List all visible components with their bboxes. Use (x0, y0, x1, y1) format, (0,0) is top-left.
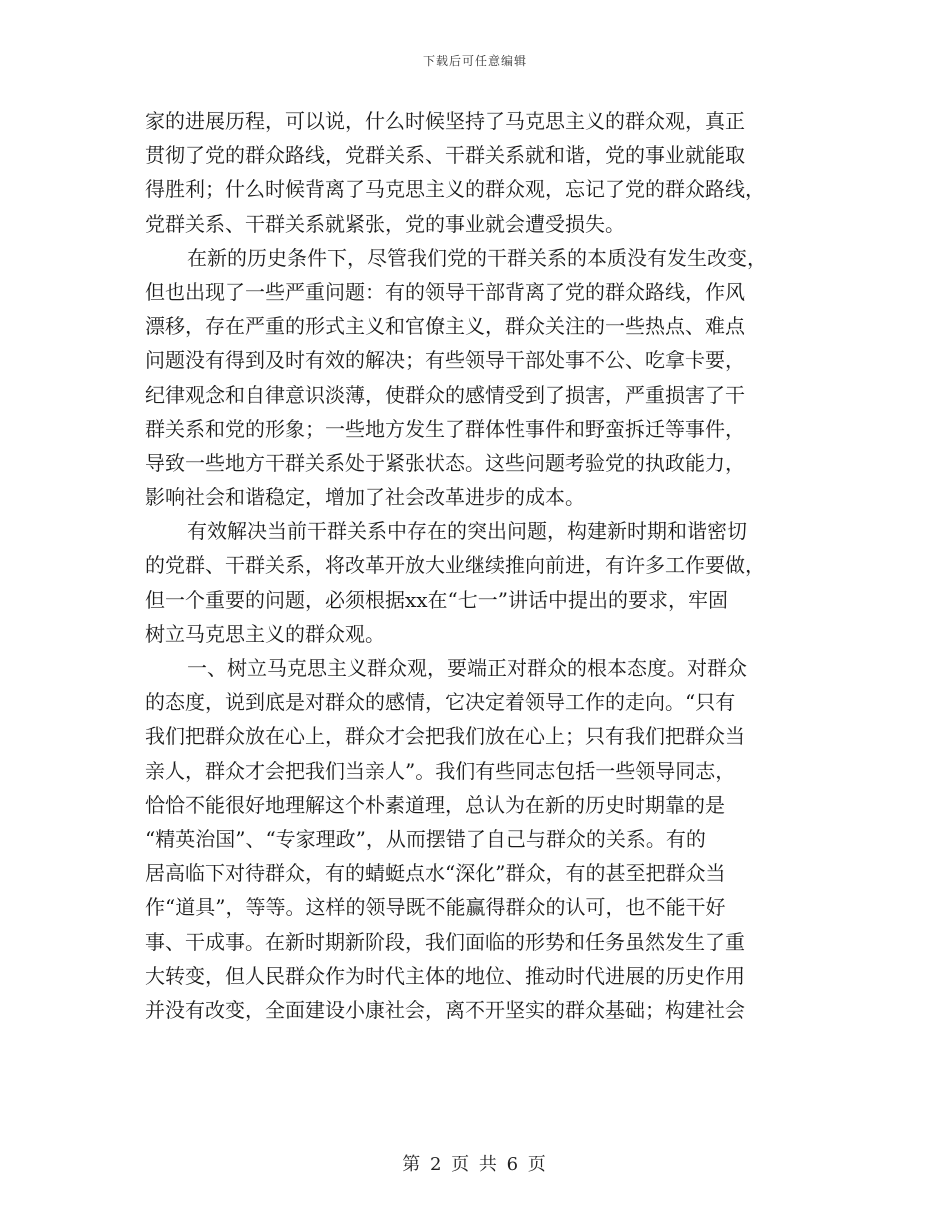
text-line: 问题没有得到及时有效的解决；有些领导干部处事不公、吃拿卡要， (145, 348, 745, 373)
text-line: 家的进展历程，可以说，什么时候坚持了马克思主义的群众观，真正 (145, 109, 745, 133)
text-line: 纪律观念和自律意识淡薄，使群众的感情受到了损害，严重损害了干 (145, 382, 745, 407)
text-line: 并没有改变，全面建设小康社会，离不开坚实的群众基础；构建社会 (145, 997, 745, 1022)
text-line: 得胜利；什么时候背离了马克思主义的群众观，忘记了党的群众路线， (145, 177, 765, 202)
text-line: 但也出现了一些严重问题：有的领导干部背离了党的群众路线，作风 (145, 279, 745, 304)
text-line: 导致一些地方干群关系处于紧张状态。这些问题考验党的执政能力， (145, 450, 745, 475)
text-line: “精英治国”、“专家理政”，从而摆错了自己与群众的关系。有的 (145, 826, 706, 851)
text-line: 亲人，群众才会把我们当亲人”。我们有些同志包括一些领导同志， (145, 758, 736, 783)
text-line: 大转变，但人民群众作为时代主体的地位、推动时代进展的历史作用 (145, 963, 745, 988)
text-line: 居高临下对待群众，有的蜻蜓点水“深化”群众，有的甚至把群众当 (145, 861, 726, 886)
text-line: 作“道具”，等等。这样的领导既不能赢得群众的认可，也不能干好 (145, 895, 726, 920)
text-line: 的态度，说到底是对群众的感情，它决定着领导工作的走向。“只有 (145, 690, 736, 715)
paragraph-first-line: 在新的历史条件下，尽管我们党的干群关系的本质没有发生改变， (187, 245, 767, 270)
text-line: 影响社会和谐稳定，增加了社会改革进步的成本。 (145, 485, 585, 510)
document-body (145, 104, 805, 1027)
text-line: 贯彻了党的群众路线，党群关系、干群关系就和谐，党的事业就能取 (145, 143, 745, 168)
page-number-footer: 第 2 页 共 6 页 (402, 1154, 548, 1175)
text-line: 党群关系、干群关系就紧张，党的事业就会遭受损失。 (145, 211, 625, 236)
text-line: 的党群、干群关系，将改革开放大业继续推向前进，有许多工作要做， (145, 553, 765, 578)
text-line: 事、干成事。在新时期新阶段，我们面临的形势和任务虽然发生了重 (145, 929, 745, 954)
paragraph-first-line: 有效解决当前干群关系中存在的突出问题，构建新时期和谐密切 (187, 519, 747, 544)
page-header: 下载后可任意编辑 (422, 54, 527, 68)
text-line: 恰恰不能很好地理解这个朴素道理，总认为在新的历史时期靠的是 (145, 792, 725, 817)
text-line: 树立马克思主义的群众观。 (145, 621, 385, 646)
text-line: 漂移，存在严重的形式主义和官僚主义，群众关注的一些热点、难点 (145, 314, 745, 339)
paragraph-first-line: 一、树立马克思主义群众观，要端正对群众的根本态度。对群众 (187, 656, 747, 680)
text-line: 但一个重要的问题，必须根据xx在“七一”讲话中提出的要求，牢固 (145, 587, 729, 612)
text-line: 我们把群众放在心上，群众才会把我们放在心上；只有我们把群众当 (145, 724, 745, 749)
text-line: 群关系和党的形象；一些地方发生了群体性事件和野蛮拆迁等事件， (145, 416, 745, 441)
